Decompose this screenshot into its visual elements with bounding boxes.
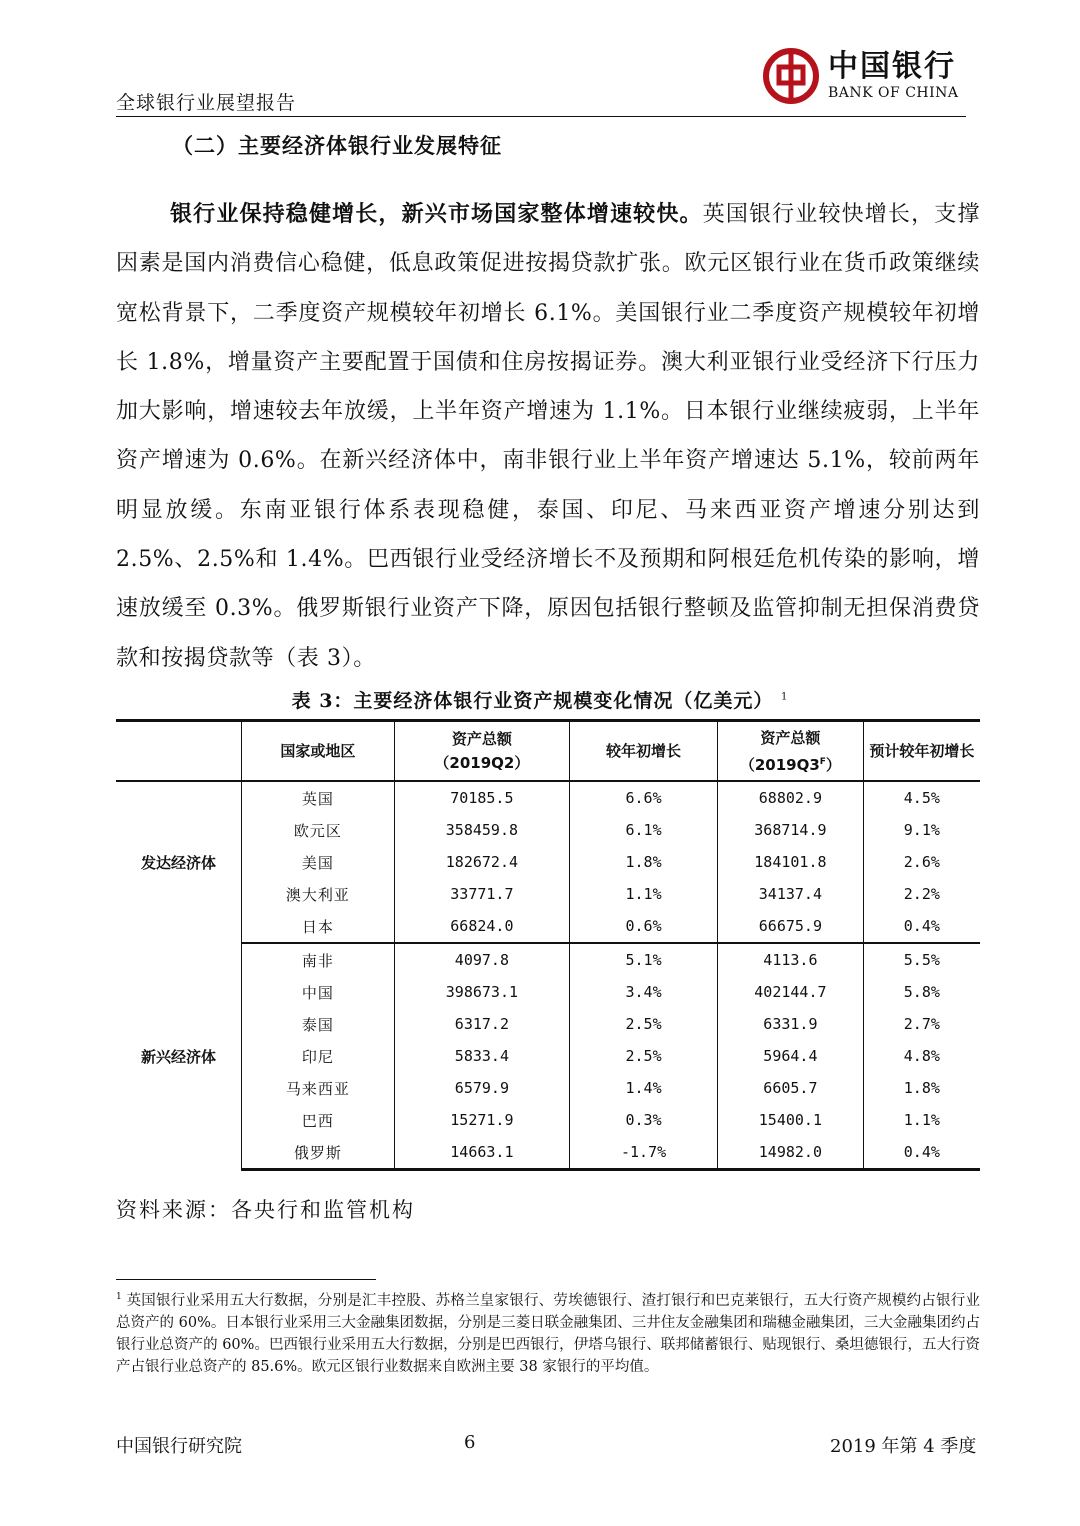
table-row bbox=[116, 846, 980, 878]
table-row bbox=[116, 910, 980, 943]
growth-cell: 0.6% bbox=[570, 910, 718, 943]
header-assets-q3 bbox=[718, 721, 864, 782]
header-divider bbox=[116, 116, 966, 117]
country-cell: 欧元区 bbox=[242, 814, 395, 846]
assets-q3-cell: 4113.6 bbox=[718, 943, 864, 976]
country-cell: 美国 bbox=[242, 846, 395, 878]
table-row bbox=[116, 976, 980, 1008]
country-cell: 中国 bbox=[242, 976, 395, 1008]
assets-q2-cell: 4097.8 bbox=[394, 943, 569, 976]
assets-q2-cell: 14663.1 bbox=[394, 1136, 569, 1170]
footnote bbox=[116, 1286, 980, 1378]
growth-cell: 5.1% bbox=[570, 943, 718, 976]
assets-q3-cell: 6331.9 bbox=[718, 1008, 864, 1040]
assets-q3-cell: 368714.9 bbox=[718, 814, 864, 846]
header-assets-q3-forecast-mark: F bbox=[819, 756, 826, 767]
section-heading: （二）主要经济体银行业发展特征 bbox=[172, 133, 502, 158]
footer-page-number: 6 bbox=[464, 1432, 476, 1453]
footnote-text: 英国银行业采用五大行数据，分别是汇丰控股、苏格兰皇家银行、劳埃德银行、渣打银行和巴克莱银行，五大行资产规模约占银行业总资产的 60%。日本银行业采用三大金融集团数据，分别是三菱日联金融集团、三井住友金融集团和瑞穗金融集团，三大金融集团约占银行业总资产的 60%。巴西银行业采用五大行数据，分别是巴西银行，伊塔乌银行、联邦储蓄银行、贴现银行、桑坦德银行，五大行资产占银行业总资产的 85.6%。欧元区银行业数据来自欧洲主要 38 家银行的平均值。 bbox=[116, 1292, 980, 1375]
header-assets-q2 bbox=[394, 721, 569, 782]
country-cell: 英国 bbox=[242, 781, 395, 814]
assets-q3-cell: 68802.9 bbox=[718, 781, 864, 814]
bank-of-china-logo-icon bbox=[762, 47, 820, 105]
assets-q3-cell: 402144.7 bbox=[718, 976, 864, 1008]
table-row bbox=[116, 878, 980, 910]
footnote-divider bbox=[116, 1279, 376, 1280]
forecast-growth-cell: 5.5% bbox=[863, 943, 980, 976]
report-title: 全球银行业展望报告 bbox=[116, 92, 297, 114]
table-row bbox=[116, 1104, 980, 1136]
table-caption-text: 表 3：主要经济体银行业资产规模变化情况（亿美元） bbox=[291, 690, 774, 712]
group-name-cell: 发达经济体 bbox=[116, 781, 242, 943]
footnote-number: 1 bbox=[116, 1292, 122, 1302]
table-row bbox=[116, 943, 980, 976]
growth-cell: 6.1% bbox=[570, 814, 718, 846]
header-assets-q2-line1: 资产总额 bbox=[451, 730, 512, 748]
table-row bbox=[116, 814, 980, 846]
country-cell: 澳大利亚 bbox=[242, 878, 395, 910]
body-paragraph bbox=[116, 190, 980, 683]
assets-q2-cell: 15271.9 bbox=[394, 1104, 569, 1136]
assets-q3-cell: 184101.8 bbox=[718, 846, 864, 878]
forecast-growth-cell: 1.8% bbox=[863, 1072, 980, 1104]
growth-cell: 2.5% bbox=[570, 1008, 718, 1040]
assets-q3-cell: 5964.4 bbox=[718, 1040, 864, 1072]
assets-q3-cell: 66675.9 bbox=[718, 910, 864, 943]
forecast-growth-cell: 4.8% bbox=[863, 1040, 980, 1072]
paragraph-body-text: 英国银行业较快增长，支撑因素是国内消费信心稳健，低息政策促进按揭贷款扩张。欧元区银行业在货币政策继续宽松背景下，二季度资产规模较年初增长 6.1%。美国银行业二季度资产规模较年初增长 1.8%，增量资产主要配置于国债和住房按揭证券。澳大利亚银行业受经济下行压力加大影响，增速较去年放缓，上半年资产增速为 1.1%。日本银行业继续疲弱，上半年资产增速为 0.6%。在新兴经济体中，南非银行业上半年资产增速达 5.1%，较前两年明显放缓。东南亚银行体系表现稳健，泰国、印尼、马来西亚资产增速分别达到 2.5%、2.5%和 1.4%。巴西银行业受经济增长不及预期和阿根廷危机传染的影响，增速放缓至 0.3%。俄罗斯银行业资产下降，原因包括银行整顿及监管抑制无担保消费贷款和按揭贷款等（表 3）。 bbox=[116, 202, 980, 671]
growth-cell: 1.1% bbox=[570, 878, 718, 910]
forecast-growth-cell: 0.4% bbox=[863, 910, 980, 943]
country-cell: 印尼 bbox=[242, 1040, 395, 1072]
logo-chinese-name: 中国银行 bbox=[828, 49, 956, 84]
forecast-growth-cell: 2.7% bbox=[863, 1008, 980, 1040]
forecast-growth-cell: 4.5% bbox=[863, 781, 980, 814]
table-caption-footnote-ref: 1 bbox=[781, 691, 789, 703]
header-country: 国家或地区 bbox=[242, 721, 395, 782]
assets-q3-cell: 34137.4 bbox=[718, 878, 864, 910]
growth-cell: 1.4% bbox=[570, 1072, 718, 1104]
country-cell: 巴西 bbox=[242, 1104, 395, 1136]
assets-q3-cell: 14982.0 bbox=[718, 1136, 864, 1170]
forecast-growth-cell: 2.6% bbox=[863, 846, 980, 878]
growth-cell: 6.6% bbox=[570, 781, 718, 814]
table-row bbox=[116, 1072, 980, 1104]
country-cell: 马来西亚 bbox=[242, 1072, 395, 1104]
assets-q3-cell: 15400.1 bbox=[718, 1104, 864, 1136]
assets-q2-cell: 66824.0 bbox=[394, 910, 569, 943]
forecast-growth-cell: 2.2% bbox=[863, 878, 980, 910]
forecast-growth-cell: 0.4% bbox=[863, 1136, 980, 1170]
growth-cell: 3.4% bbox=[570, 976, 718, 1008]
header-assets-q3-close: ） bbox=[825, 755, 841, 774]
header-assets-q2-line2: （2019Q2） bbox=[434, 754, 530, 772]
table-row bbox=[116, 1008, 980, 1040]
group-name-cell: 新兴经济体 bbox=[116, 943, 242, 1170]
assets-q2-cell: 5833.4 bbox=[394, 1040, 569, 1072]
assets-q2-cell: 182672.4 bbox=[394, 846, 569, 878]
assets-q2-cell: 6579.9 bbox=[394, 1072, 569, 1104]
data-source: 资料来源：各央行和监管机构 bbox=[116, 1198, 415, 1222]
growth-cell: 0.3% bbox=[570, 1104, 718, 1136]
assets-q3-cell: 6605.7 bbox=[718, 1072, 864, 1104]
country-cell: 俄罗斯 bbox=[242, 1136, 395, 1170]
assets-q2-cell: 33771.7 bbox=[394, 878, 569, 910]
header-forecast-growth: 预计较年初增长 bbox=[863, 721, 980, 782]
assets-q2-cell: 398673.1 bbox=[394, 976, 569, 1008]
forecast-growth-cell: 9.1% bbox=[863, 814, 980, 846]
table-header-row bbox=[116, 721, 980, 782]
bank-logo bbox=[762, 44, 972, 108]
table-row bbox=[116, 1040, 980, 1072]
assets-q2-cell: 70185.5 bbox=[394, 781, 569, 814]
country-cell: 南非 bbox=[242, 943, 395, 976]
footer-institute: 中国银行研究院 bbox=[116, 1436, 242, 1457]
forecast-growth-cell: 5.8% bbox=[863, 976, 980, 1008]
header-assets-q3-line1: 资产总额 bbox=[760, 728, 821, 747]
country-cell: 日本 bbox=[242, 910, 395, 943]
asset-size-table bbox=[116, 719, 980, 1171]
growth-cell: 1.8% bbox=[570, 846, 718, 878]
table-row bbox=[116, 781, 980, 814]
table-caption bbox=[0, 686, 1080, 713]
forecast-growth-cell: 1.1% bbox=[863, 1104, 980, 1136]
country-cell: 泰国 bbox=[242, 1008, 395, 1040]
logo-english-name: BANK OF CHINA bbox=[828, 85, 959, 101]
footer-period: 2019 年第 4 季度 bbox=[830, 1436, 977, 1457]
table-row bbox=[116, 1136, 980, 1170]
header-assets-q3-line2: （2019Q3 bbox=[739, 755, 820, 774]
growth-cell: -1.7% bbox=[570, 1136, 718, 1170]
header-growth: 较年初增长 bbox=[570, 721, 718, 782]
paragraph-lead-sentence: 银行业保持稳健增长，新兴市场国家整体增速较快。 bbox=[170, 201, 703, 227]
growth-cell: 2.5% bbox=[570, 1040, 718, 1072]
assets-q2-cell: 6317.2 bbox=[394, 1008, 569, 1040]
assets-q2-cell: 358459.8 bbox=[394, 814, 569, 846]
header-group-cell bbox=[116, 721, 242, 782]
